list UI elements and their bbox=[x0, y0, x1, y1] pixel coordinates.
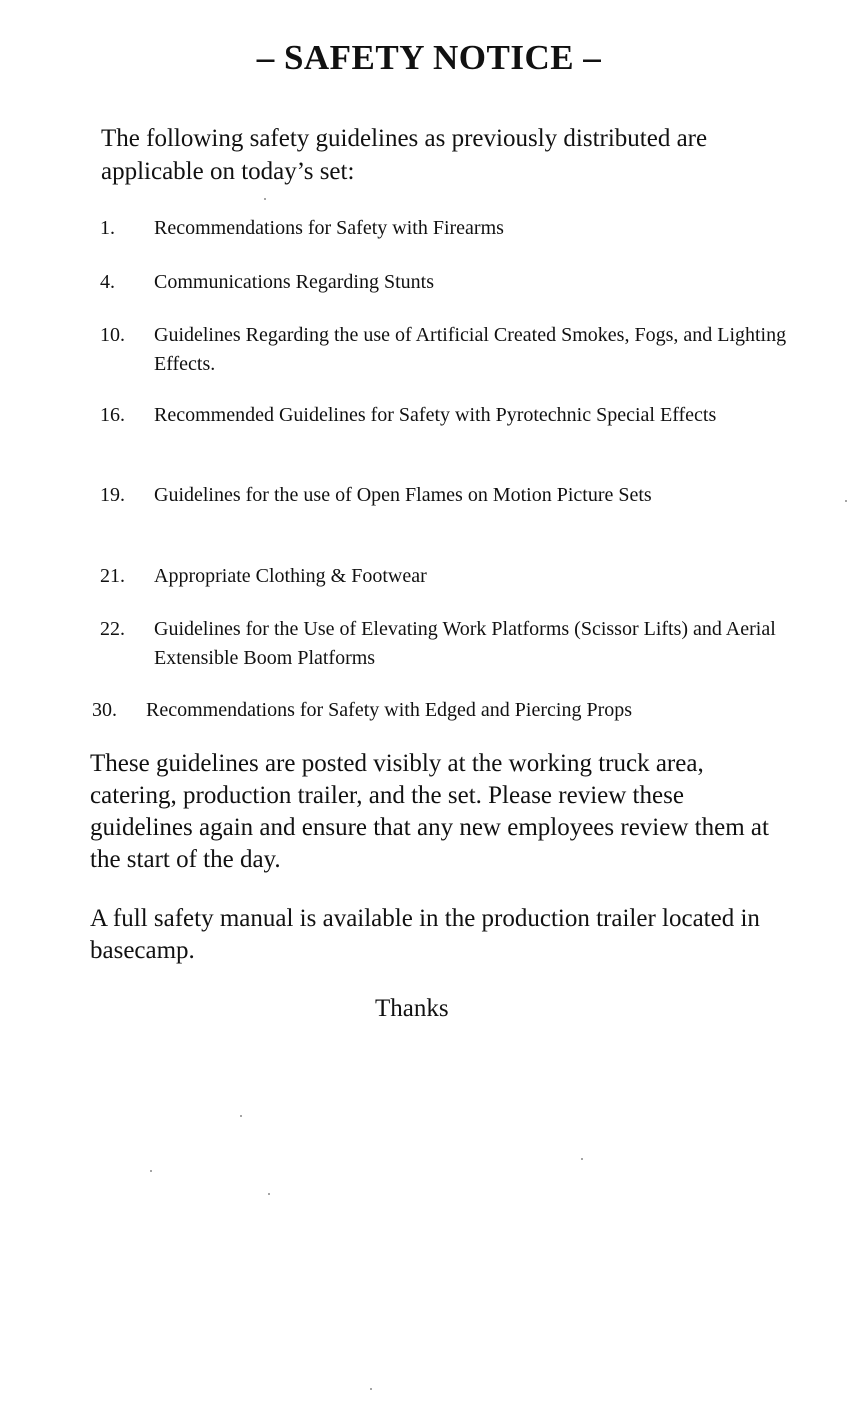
list-item-number: 19. bbox=[100, 484, 125, 506]
list-item-text: Guidelines Regarding the use of Artificial Created Smokes, Fogs, and Lighting Effects. bbox=[154, 324, 787, 375]
list-item-number: 22. bbox=[100, 618, 125, 640]
scan-speck bbox=[845, 500, 847, 502]
list-item-text: Guidelines for the use of Open Flames on Motion Picture Sets bbox=[154, 484, 652, 506]
scan-speck bbox=[370, 1388, 372, 1390]
list-item-text: Recommended Guidelines for Safety with Pyrotechnic Special Effects bbox=[154, 404, 717, 426]
scan-speck bbox=[581, 1158, 583, 1160]
list-item-number: 16. bbox=[100, 404, 125, 426]
list-item-text: Appropriate Clothing & Footwear bbox=[154, 565, 427, 587]
list-item-number: 4. bbox=[100, 271, 115, 293]
manual-paragraph: A full safety manual is available in the production trailer located in basecamp. bbox=[90, 905, 760, 964]
posting-paragraph: These guidelines are posted visibly at the working truck area, catering, production trailer, and the set. Please review these guidelines again and ensure that any new employees review them at the start of the day. bbox=[90, 750, 769, 873]
list-item-number: 21. bbox=[100, 565, 125, 587]
list-item-text: Communications Regarding Stunts bbox=[154, 271, 434, 293]
page-title: – SAFETY NOTICE – bbox=[256, 38, 602, 77]
intro-paragraph: The following safety guidelines as previously distributed are applicable on today’s set: bbox=[101, 125, 708, 185]
scan-speck bbox=[240, 1115, 242, 1117]
closing-thanks: Thanks bbox=[375, 995, 449, 1022]
list-item-number: 30. bbox=[92, 699, 117, 721]
scan-speck bbox=[268, 1193, 270, 1195]
list-item-number: 1. bbox=[100, 217, 115, 239]
list-item-text: Recommendations for Safety with Edged and Piercing Props bbox=[146, 699, 633, 721]
scan-speck bbox=[264, 198, 266, 200]
scan-speck bbox=[150, 1170, 152, 1172]
list-item-number: 10. bbox=[100, 324, 125, 346]
list-item-text: Recommendations for Safety with Firearms bbox=[154, 217, 504, 239]
list-item-text: Guidelines for the Use of Elevating Work Platforms (Scissor Lifts) and Aerial Extensible Boom Platforms bbox=[154, 618, 776, 669]
